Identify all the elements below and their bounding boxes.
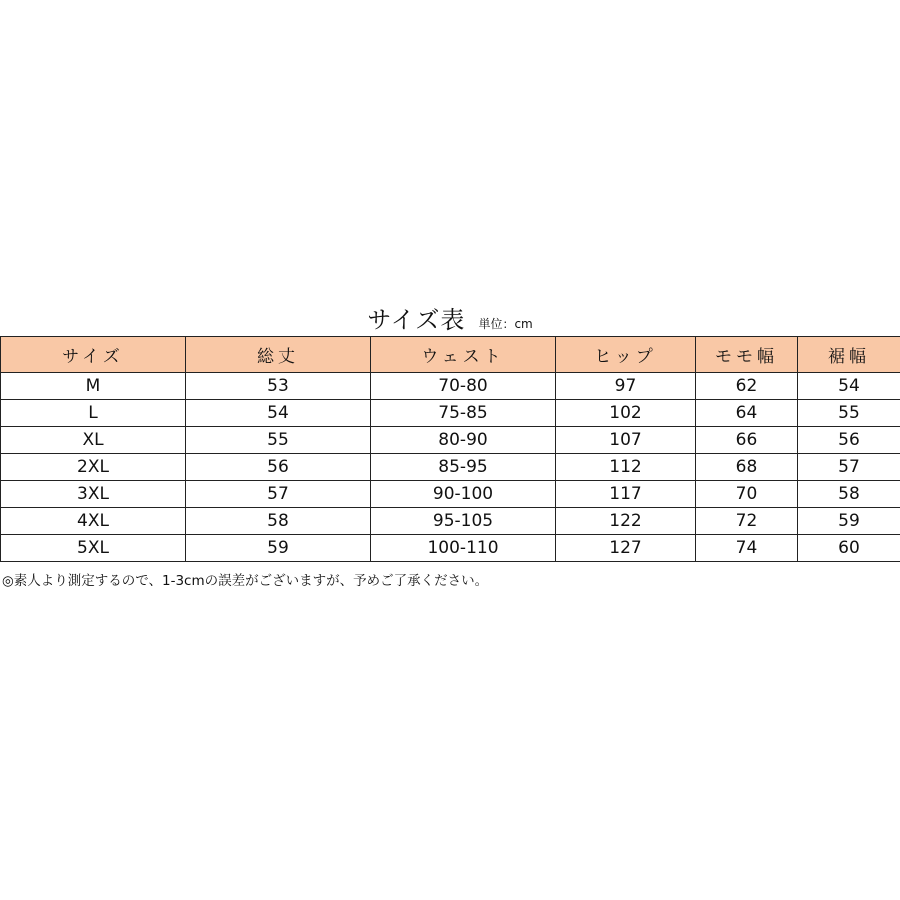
table-row <box>1 427 900 454</box>
cell-total-length: 54 <box>186 400 371 427</box>
cell-total-length: 53 <box>186 373 371 400</box>
cell-waist: 75-85 <box>371 400 556 427</box>
cell-hip: 127 <box>556 535 696 562</box>
table-row <box>1 400 900 427</box>
cell-thigh-width: 64 <box>696 400 798 427</box>
cell-thigh-width: 62 <box>696 373 798 400</box>
cell-hip: 107 <box>556 427 696 454</box>
cell-hem-width: 59 <box>798 508 900 535</box>
cell-thigh-width: 66 <box>696 427 798 454</box>
header-total-length: 総丈 <box>186 337 371 373</box>
cell-hip: 97 <box>556 373 696 400</box>
cell-hem-width: 57 <box>798 454 900 481</box>
size-table <box>0 336 900 562</box>
cell-size: 2XL <box>1 454 186 481</box>
cell-total-length: 55 <box>186 427 371 454</box>
cell-thigh-width: 68 <box>696 454 798 481</box>
cell-total-length: 58 <box>186 508 371 535</box>
cell-size: 4XL <box>1 508 186 535</box>
cell-size: M <box>1 373 186 400</box>
header-row <box>1 337 900 373</box>
table-row <box>1 373 900 400</box>
table-row <box>1 535 900 562</box>
cell-total-length: 56 <box>186 454 371 481</box>
cell-waist: 100-110 <box>371 535 556 562</box>
cell-waist: 70-80 <box>371 373 556 400</box>
cell-waist: 80-90 <box>371 427 556 454</box>
cell-hip: 122 <box>556 508 696 535</box>
cell-waist: 95-105 <box>371 508 556 535</box>
cell-hip: 102 <box>556 400 696 427</box>
cell-hip: 112 <box>556 454 696 481</box>
cell-total-length: 57 <box>186 481 371 508</box>
unit-label: 単位：cm <box>478 317 533 331</box>
header-thigh-width: モモ幅 <box>696 337 798 373</box>
cell-size: 5XL <box>1 535 186 562</box>
header-hem-width: 裾幅 <box>798 337 900 373</box>
cell-hip: 117 <box>556 481 696 508</box>
cell-hem-width: 55 <box>798 400 900 427</box>
cell-size: XL <box>1 427 186 454</box>
cell-thigh-width: 74 <box>696 535 798 562</box>
cell-waist: 90-100 <box>371 481 556 508</box>
cell-waist: 85-95 <box>371 454 556 481</box>
cell-hem-width: 60 <box>798 535 900 562</box>
header-waist: ウェスト <box>371 337 556 373</box>
cell-hem-width: 56 <box>798 427 900 454</box>
table-row <box>1 454 900 481</box>
chart-title: サイズ表 <box>367 306 466 334</box>
table-row <box>1 508 900 535</box>
header-size: サイズ <box>1 337 186 373</box>
table-row <box>1 481 900 508</box>
cell-hem-width: 58 <box>798 481 900 508</box>
header-hip: ヒップ <box>556 337 696 373</box>
cell-thigh-width: 72 <box>696 508 798 535</box>
cell-thigh-width: 70 <box>696 481 798 508</box>
cell-hem-width: 54 <box>798 373 900 400</box>
cell-total-length: 59 <box>186 535 371 562</box>
cell-size: 3XL <box>1 481 186 508</box>
cell-size: L <box>1 400 186 427</box>
title-row <box>0 304 900 336</box>
measurement-note: ◎素人より測定するので、1-3cmの誤差がございますが、予めご了承ください。 <box>2 573 489 589</box>
